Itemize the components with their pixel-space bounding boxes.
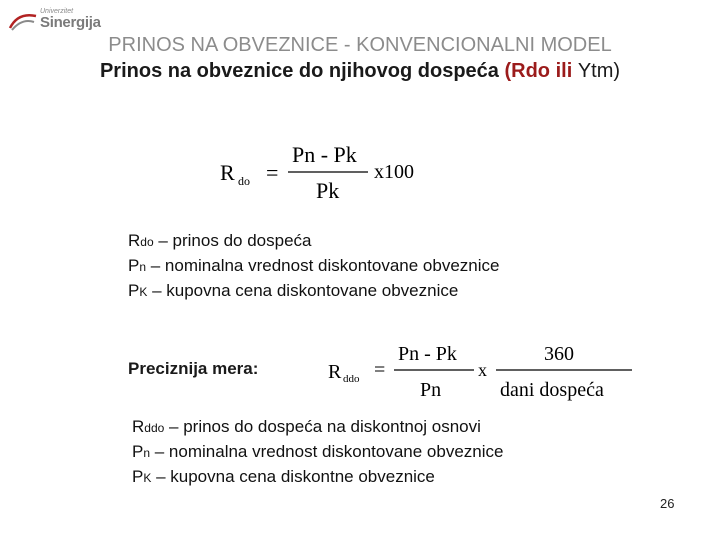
- definition-item: Pn – nominalna vrednost diskontovane obveznice: [128, 256, 500, 275]
- formula2-equals: =: [374, 359, 386, 381]
- subtitle-ytm: Ytm): [577, 60, 621, 82]
- university-logo: [6, 6, 101, 34]
- formula-discount-yield: [326, 340, 636, 404]
- formula1-denominator: Pk: [316, 178, 340, 203]
- logo-small-text: Univerzitet: [40, 8, 74, 15]
- formula-yield-to-maturity: [218, 138, 438, 208]
- formula1-lhs-sub: do: [238, 174, 250, 188]
- logo-name: Sinergija: [40, 14, 101, 31]
- subtitle-main: Prinos na obveznice do njihovog dospeća: [99, 60, 499, 82]
- definitions-list-2: [132, 415, 503, 490]
- definition-item: Rdo – prinos do dospeća: [128, 231, 312, 250]
- formula1-multiplier: x100: [374, 161, 414, 183]
- formula2-lhs-sub: ddo: [343, 373, 360, 385]
- formula2-denominator: Pn: [420, 379, 442, 401]
- logo-mark-icon: [8, 10, 38, 32]
- slide-subtitle: [0, 60, 720, 83]
- definitions-list-1: [128, 229, 499, 304]
- formula1-equals: =: [266, 160, 279, 185]
- definition-item: Pn – nominalna vrednost diskontovane obveznice: [132, 442, 504, 461]
- formula1-lhs: R: [220, 160, 235, 185]
- formula2-numerator: Pn - Pk: [398, 343, 457, 365]
- formula2-lhs: R: [328, 361, 342, 383]
- formula2-denominator2: dani dospeća: [500, 379, 604, 401]
- slide-title: PRINOS NA OBVEZNICE - KONVENCIONALNI MODEL: [108, 34, 612, 56]
- page-number: 26: [660, 496, 675, 511]
- formula2-times: x: [478, 360, 487, 380]
- definition-item: Rddo – prinos do dospeća na diskontnoj osnovi: [132, 417, 481, 436]
- formula1-numerator: Pn - Pk: [292, 142, 357, 167]
- subtitle-paren: (Rdo ili: [504, 60, 573, 82]
- precise-measure-label: Preciznija mera:: [128, 359, 259, 378]
- definition-item: PK – kupovna cena diskontne obveznice: [132, 467, 435, 486]
- formula2-numerator2: 360: [544, 343, 574, 365]
- definition-item: PK – kupovna cena diskontovane obveznice: [128, 281, 459, 300]
